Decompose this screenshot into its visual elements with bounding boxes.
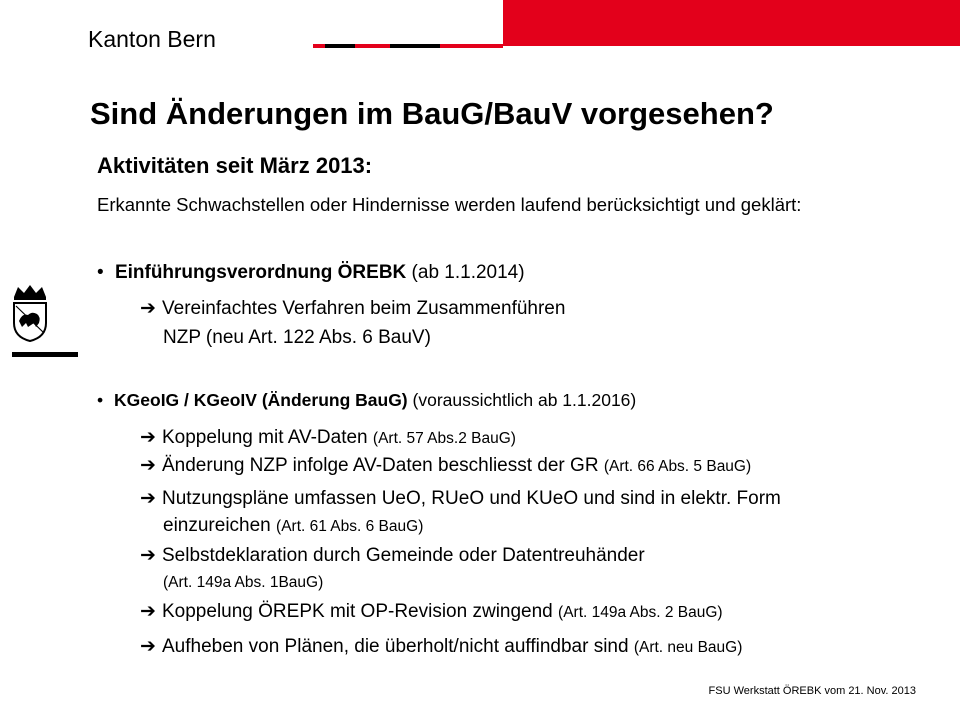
bullet-item-ordinance bbox=[97, 262, 525, 284]
footer-text: FSU Werkstatt ÖREBK vom 21. Nov. 2013 bbox=[708, 685, 916, 697]
bern-coat-of-arms-icon bbox=[10, 283, 50, 343]
arrow-right-icon: ➔ bbox=[140, 636, 156, 657]
sub-item bbox=[140, 544, 645, 567]
sub-item-text: Koppelung ÖREPK mit OP-Revision zwingend bbox=[162, 601, 559, 622]
sub-item-text: Aufheben von Plänen, die überholt/nicht auffindbar sind bbox=[162, 636, 634, 657]
arrow-right-icon: ➔ bbox=[140, 298, 156, 319]
legal-reference: (Art. 149a Abs. 2 BauG) bbox=[558, 604, 723, 621]
legal-reference: (Art. neu BauG) bbox=[633, 639, 743, 656]
legal-reference: (Art. 57 Abs.2 BauG) bbox=[372, 430, 516, 447]
organization-name: Kanton Bern bbox=[88, 26, 216, 52]
legal-reference: (Art. 149a Abs. 1BauG) bbox=[163, 574, 324, 591]
arrow-right-icon: ➔ bbox=[140, 545, 156, 566]
slide-subtitle: Aktivitäten seit März 2013: bbox=[97, 153, 373, 178]
sub-item bbox=[140, 600, 723, 623]
arrow-right-icon: ➔ bbox=[140, 601, 156, 622]
sub-item-text: Selbstdeklaration durch Gemeinde oder Datentreuhänder bbox=[162, 545, 645, 566]
arrow-right-icon: ➔ bbox=[140, 488, 156, 509]
sub-item-text: Vereinfachtes Verfahren beim Zusammenführen bbox=[162, 298, 566, 319]
sub-item-text: Nutzungspläne umfassen UeO, RUeO und KUeO und sind in elektr. Form bbox=[162, 488, 781, 509]
header-red-block bbox=[503, 0, 960, 46]
bullet-icon: • bbox=[97, 262, 104, 283]
logo-underline bbox=[12, 352, 78, 357]
item-rest-text: (voraussichtlich ab 1.1.2016) bbox=[407, 390, 637, 410]
bullet-item-kgeoig bbox=[97, 390, 636, 411]
item-rest-text: (ab 1.1.2014) bbox=[406, 262, 525, 283]
intro-text: Erkannte Schwachstellen oder Hindernisse werden laufend berücksichtigt und geklärt: bbox=[97, 194, 802, 215]
arrow-right-icon: ➔ bbox=[140, 427, 156, 448]
sub-item bbox=[140, 487, 781, 510]
item-bold-text: KGeoIG / KGeoIV (Änderung BauG) bbox=[114, 390, 408, 410]
continuation-text: einzureichen bbox=[163, 515, 277, 536]
slide-title: Sind Änderungen im BauG/BauV vorgesehen? bbox=[90, 96, 774, 131]
legal-reference: (Art. 66 Abs. 5 BauG) bbox=[603, 458, 752, 475]
sub-item-continuation bbox=[163, 515, 423, 537]
item-bold-text: Einführungsverordnung ÖREBK bbox=[114, 262, 407, 283]
sub-item-text: Koppelung mit AV-Daten bbox=[162, 427, 373, 448]
sub-item bbox=[140, 635, 742, 658]
sub-item bbox=[140, 297, 565, 320]
legal-reference: (Art. 61 Abs. 6 BauG) bbox=[276, 518, 424, 535]
arrow-right-icon: ➔ bbox=[140, 455, 156, 476]
sub-item bbox=[140, 426, 516, 449]
sub-item bbox=[140, 454, 751, 477]
sub-item-text: Änderung NZP infolge AV-Daten beschliesst der GR bbox=[162, 455, 604, 476]
sub-item-continuation: NZP (neu Art. 122 Abs. 6 BauV) bbox=[163, 327, 431, 348]
bullet-icon: • bbox=[97, 390, 104, 410]
